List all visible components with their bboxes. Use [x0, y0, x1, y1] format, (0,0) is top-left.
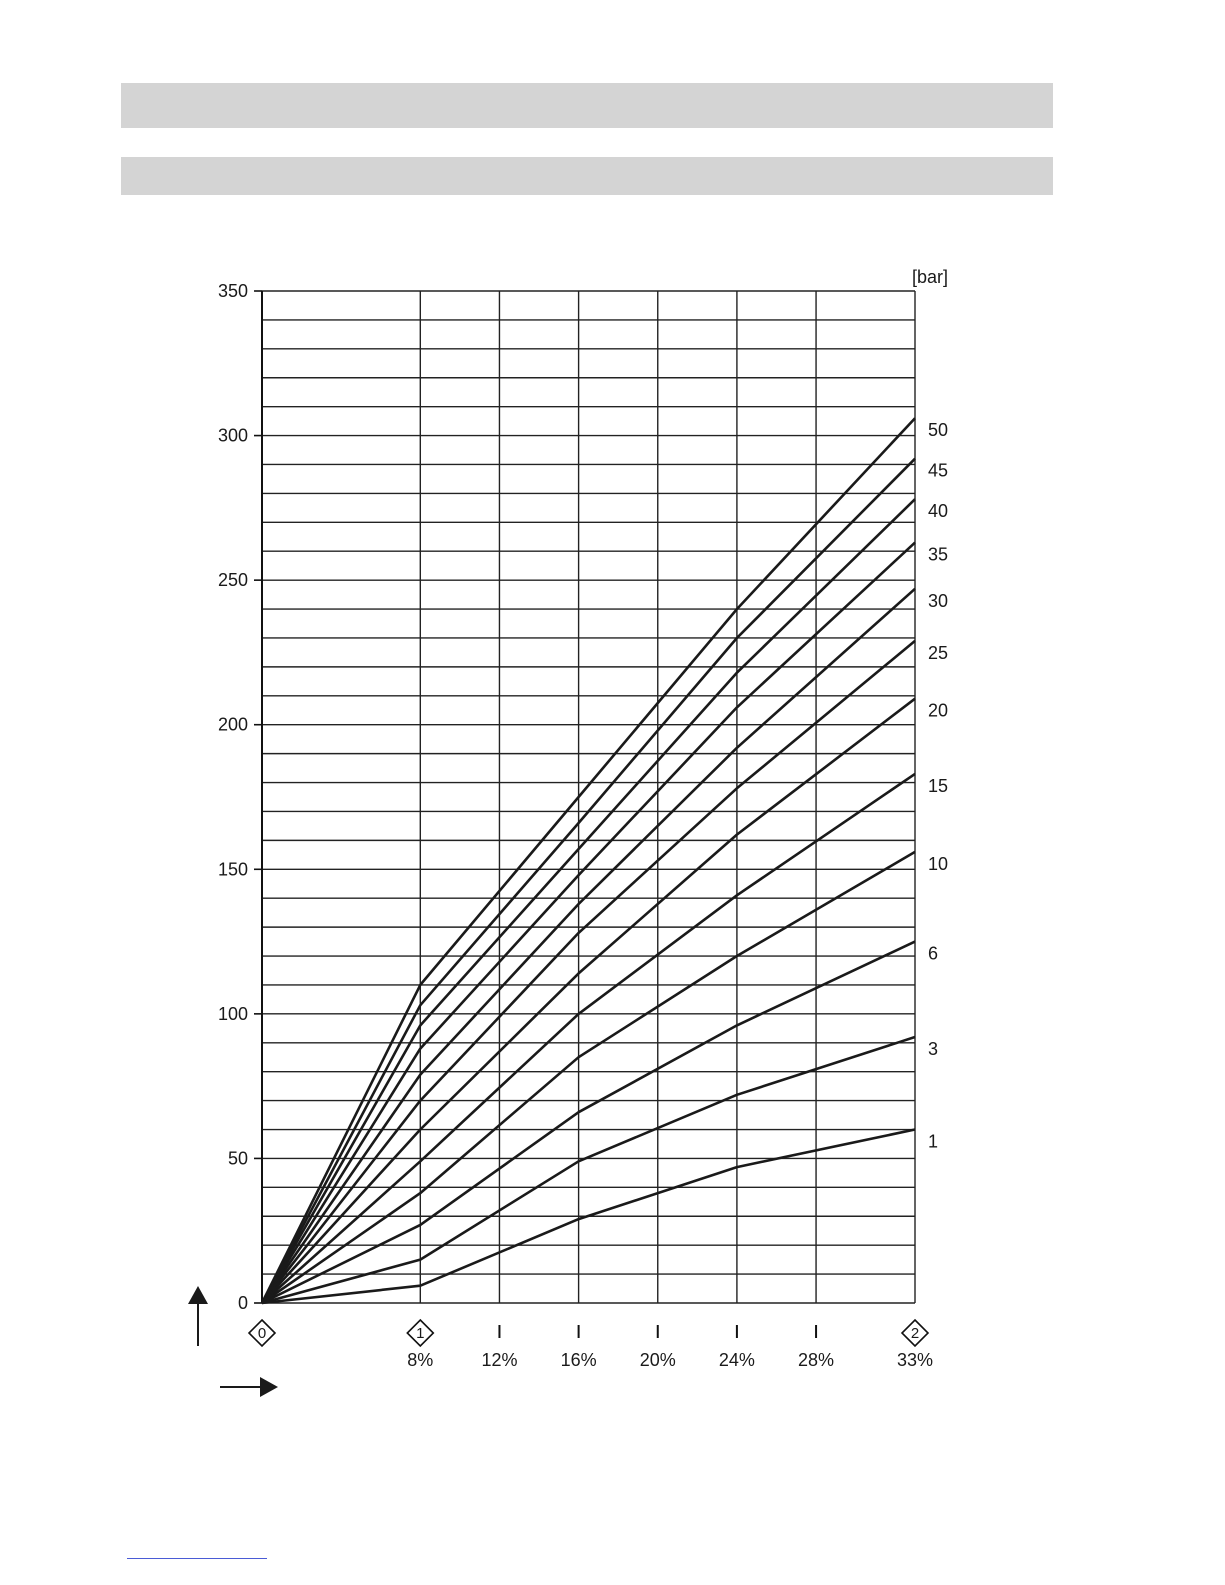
series-label-35: 35 [928, 544, 949, 565]
series-line-40 [262, 499, 915, 1303]
series-label-40: 40 [928, 501, 949, 522]
position-marker-label: 0 [257, 1325, 267, 1342]
unit-label: [bar] [912, 267, 949, 287]
y-tick-label: 350 [217, 281, 248, 301]
series-label-20: 20 [928, 700, 949, 721]
series-label-10: 10 [928, 853, 949, 874]
x-tick-label: 12% [481, 1350, 518, 1370]
series-line-20 [262, 699, 915, 1303]
series-label-30: 30 [928, 590, 949, 611]
series-line-25 [262, 641, 915, 1303]
series-label-50: 50 [928, 420, 949, 441]
y-tick-label: 250 [217, 570, 248, 591]
y-tick-label: 200 [217, 714, 248, 735]
x-tick-label: 20% [639, 1350, 676, 1370]
right-arrow-icon [220, 1377, 278, 1397]
series-label-3: 3 [928, 1038, 939, 1059]
position-marker-label: 2 [910, 1325, 920, 1342]
series-label-1: 1 [928, 1131, 939, 1152]
series-label-15: 15 [928, 775, 949, 796]
up-arrow-icon [188, 1286, 208, 1346]
series-line-3 [262, 1037, 915, 1303]
footer-link-line [127, 1558, 267, 1559]
series-label-45: 45 [928, 460, 949, 481]
position-marker-label: 1 [416, 1325, 425, 1342]
series-line-15 [262, 774, 915, 1303]
y-tick-label: 150 [217, 859, 248, 880]
x-tick-label: 16% [560, 1350, 597, 1370]
y-tick-label: 0 [237, 1293, 248, 1313]
x-tick-label: 33% [896, 1350, 934, 1370]
x-tick-label: 24% [718, 1350, 755, 1370]
series-line-10 [262, 852, 915, 1303]
x-tick-label: 28% [798, 1350, 835, 1370]
series-line-6 [262, 942, 915, 1303]
series-label-6: 6 [928, 943, 939, 964]
y-tick-label: 100 [217, 1003, 248, 1024]
y-tick-label: 300 [217, 425, 248, 446]
x-tick-label: 8% [407, 1350, 434, 1370]
y-tick-label: 50 [227, 1148, 248, 1169]
series-label-25: 25 [928, 642, 949, 663]
